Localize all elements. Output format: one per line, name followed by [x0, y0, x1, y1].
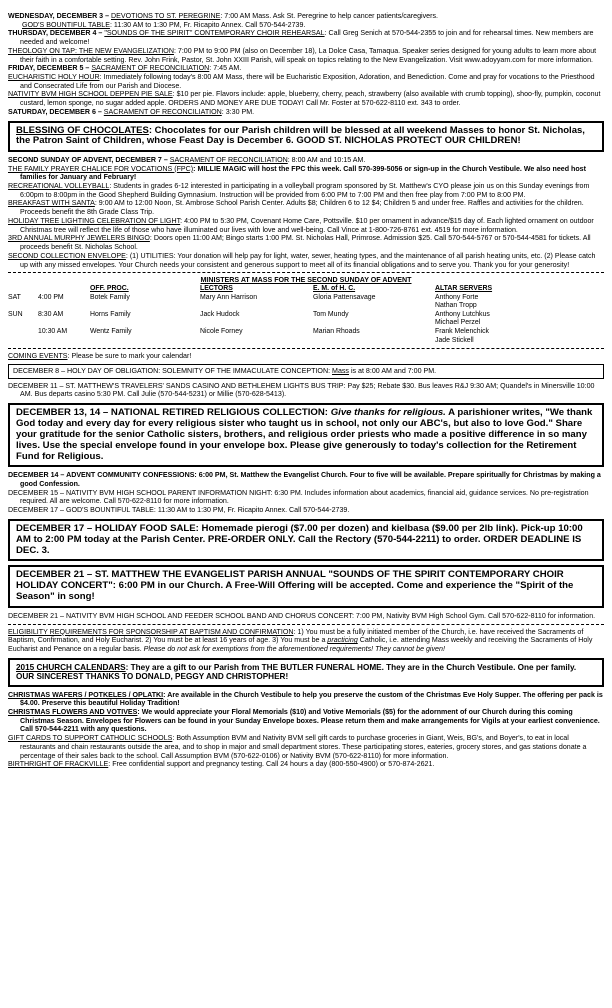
ministers-day [8, 328, 38, 345]
retired-religious-box: DECEMBER 13, 14 – NATIONAL RETIRED RELIGIOUS COLLECTION: Give thanks for religious. A parishioner writes, "We thank God today and every day for every religious sister who taught us in school, not only our ABC's, but also to love God." Share your gratitude for the senior Catholic sisters, brothers, and religious order priests who made a positive difference in so many lives. Use the special envelope found in your envelope box. Please give generously to today's collection for the Retirement Fund for Religious. [8, 403, 604, 467]
ministers-table [8, 285, 604, 345]
divider [8, 272, 604, 273]
bulletin-page [8, 0, 604, 769]
ministers-header-em: E. M. of H. C. [313, 284, 356, 292]
ministers-time: 4:00 PM [38, 293, 64, 301]
ministers-em: Marian Rhoads [313, 328, 360, 336]
sun-jewelers-bingo: 3RD ANNUAL MURPHY JEWELERS BINGO: Doors open 11:00 AM; Bingo starts 1:00 PM. St. Nicholas Hall, Primrose. Admission $25. Call 570-544-5767 or 570-544-4581 for tickets. All proceeds benefit St. Nicholas School. [8, 234, 591, 252]
holiday-food-sale-box: DECEMBER 17 – HOLIDAY FOOD SALE: Homemade pierogi ($7.00 per dozen) and kielbasa ($9.00 per 2lb link). Pick-up 10:00 AM to 2:00 PM today at the Parish Center. PRE-ORDER ONLY. Call the Rectory (570-544-2211) to order. ORDER DEADLINE IS DEC. 3. [8, 519, 604, 561]
dec11-entry: DECEMBER 11 – ST. MATTHEW'S TRAVELERS' SANDS CASINO AND BETHLEHEM LIGHTS BUS TRIP: Pay $25; Rebate $30. Bus leaves R&J 9:30 AM; Quandel's in Minersville 10:00 AM. Bus departs casino 5:30 PM. Call Julie (570-544-5231) or Millie (570-628-5413). [8, 381, 595, 399]
blessing-chocolates-box: BLESSING OF CHOCOLATES: Chocolates for our Parish children will be blessed at all weekend Masses to honor St. Nicholas, the Patron Saint of Children, whose Feast Day is December 6. GOOD ST. NICHOLAS PROTECT OUR CHILDREN! [8, 121, 604, 152]
ministers-title: MINISTERS AT MASS FOR THE SECOND SUNDAY OF ADVENT [200, 276, 412, 285]
ministers-day: SUN [8, 310, 23, 318]
ministers-header-lectors: LECTORS [200, 284, 233, 292]
ministers-proc: Wentz Family [90, 328, 132, 336]
fri-holy-hour: EUCHARISTIC HOLY HOUR: Immediately following today's 8:00 AM Mass, there will be Eucharistic Exposition, Adoration, and Benediction. Come and pray for vocations to the Priesthood and Consecrated Life from our Parish and Diocese. [8, 73, 595, 90]
wafers-entry: CHRISTMAS WAFERS / POTKELES / OPLATKI: Are available in the Church Vestibule to help you preserve the custom of the Christmas Eve Holy Supper. The offering per pack is $4.00. Preserve this beautiful Holiday Tradition! [8, 690, 603, 708]
ministers-em: Tom Mundy [313, 310, 349, 318]
ministers-proc: Horns Family [90, 310, 131, 318]
dec21-entry: DECEMBER 21 – NATIVITY BVM HIGH SCHOOL AND FEEDER SCHOOL BAND AND CHORUS CONCERT: 7:00 PM, Nativity BVM High School Gym. Call 570-622-8110 for information. [8, 611, 596, 620]
birthright-entry: BIRTHRIGHT OF FRACKVILLE: Free confidential support and pregnancy testing. Call 24 hours a day (800-550-4900) or 570-874-2621. [8, 760, 435, 769]
dec14-entry: DECEMBER 14 – ADVENT COMMUNITY CONFESSIONS: 6:00 PM, St. Matthew the Evangelist Church. Four to five will be available. Prepare spiritually for Christmas by making a good Confession. [8, 471, 601, 489]
sun-fpc: THE FAMILY PRAYER CHALICE FOR VOCATIONS (FPC): MILLIE MAGIC will host the FPC this week. Call 570-399-5056 or sign-up in the Church Vestibule. We also need host families for January and February! [8, 164, 586, 182]
sat-entry: SATURDAY, DECEMBER 6 – SACRAMENT OF RECONCILIATION: 3:30 PM. [8, 107, 255, 116]
choir-concert-box: DECEMBER 21 – ST. MATTHEW THE EVANGELIST PARISH ANNUAL "SOUNDS OF THE SPIRIT CONTEMPORARY CHOIR HOLIDAY CONCERT": 6:00 PM in our Church. A Free-Will Offering will be accepted. Come and experience the "Spirit of the Season" in song! [8, 565, 604, 607]
dec8-box: DECEMBER 8 – HOLY DAY OF OBLIGATION: SOLEMNITY OF THE IMMACULATE CONCEPTION: Mass is at 8:00 AM and 7:00 PM. [8, 364, 604, 379]
eligibility-entry: ELIGIBILITY REQUIREMENTS FOR SPONSORSHIP AT BAPTISM AND CONFIRMATION: 1) You must be a fully initiated member of the Church, i.e. have received the Sacraments of Baptism, Confirmation, and Holy Eucharist. 2) You must be at least 16 years of age. 3) You must be a practicing Catholic, i.e. attending Mass weekly and receiving the Sacraments of Holy Eucharist and Penance on a regular basis. Please do not ask for exemptions from the aforementioned requirements! They cannot be given! [8, 627, 593, 654]
ministers-lector: Mary Ann Harrison [200, 293, 258, 301]
ministers-em: Gloria Pattensavage [313, 293, 376, 301]
coming-events: COMING EVENTS: Please be sure to mark your calendar! [8, 352, 192, 361]
thu-entry: THURSDAY, DECEMBER 4 – "SOUNDS OF THE SPIRIT" CONTEMPORARY CHOIR REHEARSAL: Call Greg Senich at 570-544-2355 to join and for rehearsal times. New members are needed and welcome! [8, 29, 594, 47]
dec17-bountiful-entry: DECEMBER 17 – GOD'S BOUNTIFUL TABLE: 11:30 AM to 1:30 PM, Fr. Ricapito Annex. Call 570-544-2739. [8, 506, 350, 515]
sun-second-collection: SECOND COLLECTION ENVELOPE: (1) UTILITIES: Your donation will help pay for light, water, sewer, heating types, and the maintenance of all parish heating units, etc. (2) Please catch up with any missed envelopes. Your Church needs your consistent and generous support to meet all of its financial obligations and to serve you. Thank you for your generosity! [8, 251, 596, 269]
sun-volleyball: RECREATIONAL VOLLEYBALL: Students in grades 6-12 interested in participating in a volleyball program sponsored by St. Matthew's CYO please join us on this Sunday evenings from 6:00pm to 8:00pm in the Good Shepherd Building Gymnasium. Instruction will be provided from 6:00 PM to 7:00 PM and then free play from 7:00 PM to 8:00 PM. [8, 182, 590, 199]
dec15-entry: DECEMBER 15 – NATIVITY BVM HIGH SCHOOL PARENT INFORMATION NIGHT: 6:30 PM. Includes information about academics, financial aid, guidance services. No pre-registration required. All are welcome. Call 570-622-8110 for more information. [8, 488, 589, 506]
sun-entry: SECOND SUNDAY OF ADVENT, DECEMBER 7 – SACRAMENT OF RECONCILIATION: 8:00 AM and 10:15 AM. [8, 155, 366, 164]
ministers-servers: Anthony Forte Nathan Tropp [435, 293, 479, 310]
ministers-time: 10:30 AM [38, 328, 68, 336]
flowers-entry: CHRISTMAS FLOWERS AND VOTIVES: We would appreciate your Floral Memorials ($10) and Votive Memorials ($5) for the adornment of our Church during this coming Christmas Season. Envelopes for Flowers can be found in your Sunday Envelope boxes. Please return them and make arrangements for Vigils at your earliest convenience. Call 570-544-2211 with any questions. [8, 708, 600, 734]
ministers-servers: Anthony Lutchkus Michael Perzel [435, 310, 490, 327]
church-calendars-box: 2015 CHURCH CALENDARS: They are a gift to our Parish from THE BUTLER FUNERAL HOME. They are in the Church Vestibule. One per family. OUR SINCEREST THANKS TO DONALD, PEGGY AND CHRISTOPHER! [8, 658, 604, 687]
ministers-day: SAT [8, 293, 21, 301]
wed-bountiful-table: GOD'S BOUNTIFUL TABLE: 11:30 AM to 1:30 PM, Fr. Ricapito Annex. Call 570-544-2739. [22, 20, 306, 29]
divider [8, 624, 604, 625]
ministers-lector: Jack Hudock [200, 310, 240, 318]
fri-pie-sale: NATIVITY BVM HIGH SCHOOL DEPPEN PIE SALE: $10 per pie. Flavors include: apple, blueberry, cherry, peach, strawberry (also available with crumb topping), shoo-fly, pumpkin, coconut custard, lemon sponge, no sugar added apple. ORDERS AND MONEY ARE DUE TODAY! Call Mr. Foster at 570-622-8110 ext. 343 to order. [8, 90, 601, 108]
sun-tree-lighting: HOLIDAY TREE LIGHTING CELEBRATION OF LIGHT: 4:00 PM to 5:30 PM, Covenant Home Care, Pottsville. $10 per ornament in advance/$15 day of. Each lighted ornament on outdoor Christmas tree will reflect the life of those who have illuminated our lives with love and well-being. Call Vince at 1-800-726-8761 ext. 4519 for more information. [8, 216, 594, 234]
sun-breakfast-santa: BREAKFAST WITH SANTA: 9:00 AM to 12:00 Noon, St. Ambrose School Parish Center. Adults $8; Children 6 to 12 $4; Children 5 and under free. Raffles and activities for the children. Proceeds benefit the 8th Grade Class Trip. [8, 199, 584, 217]
ministers-lector: Nicole Forney [200, 328, 243, 336]
ministers-header-proc: OFF. PROC. [90, 284, 129, 292]
ministers-servers: Frank Melenchick Jade Stickell [435, 328, 489, 344]
gift-cards-entry: GIFT CARDS TO SUPPORT CATHOLIC SCHOOLS: Both Assumption BVM and Nativity BVM sell gift cards to purchase groceries in Giant, Weis, BG's, and Boyer's, to eat in local restaurants and chain restaurants outside the area, and to shop in major and small department stores. These participating stores, eateries, grocery stores, and gas stations donate a percentage of their sales back to the school. Call Assumption BVM (570-622-0106) or Nativity BVM (570-622-8110) for more information. [8, 734, 587, 760]
ministers-header-servers: ALTAR SERVERS [435, 284, 493, 292]
ministers-proc: Botek Family [90, 293, 130, 301]
ministers-time: 8:30 AM [38, 310, 64, 318]
thu-theology-on-tap: THEOLOGY ON TAP: THE NEW EVANGELIZATION: 7:00 PM to 9:00 PM (also on December 18), La Dolce Casa, Tamaqua. Speaker series designed for young adults to learn more about their faith in a comfortable setting. Rev. John Frink, Pastor, St. John XXIII Parish, will speak on topics relating to the New Evangelization. Visit www.adoyyam.com for more information. [8, 46, 597, 64]
fri-entry: FRIDAY, DECEMBER 5 – SACRAMENT OF RECONCILIATION: 7:45 AM. [8, 64, 242, 73]
wed-entry: WEDNESDAY, DECEMBER 3 – DEVOTIONS TO ST. PEREGRINE: 7:00 AM Mass. Ask St. Peregrine to help cancer patients/caregivers. [8, 12, 438, 20]
divider [8, 348, 604, 349]
